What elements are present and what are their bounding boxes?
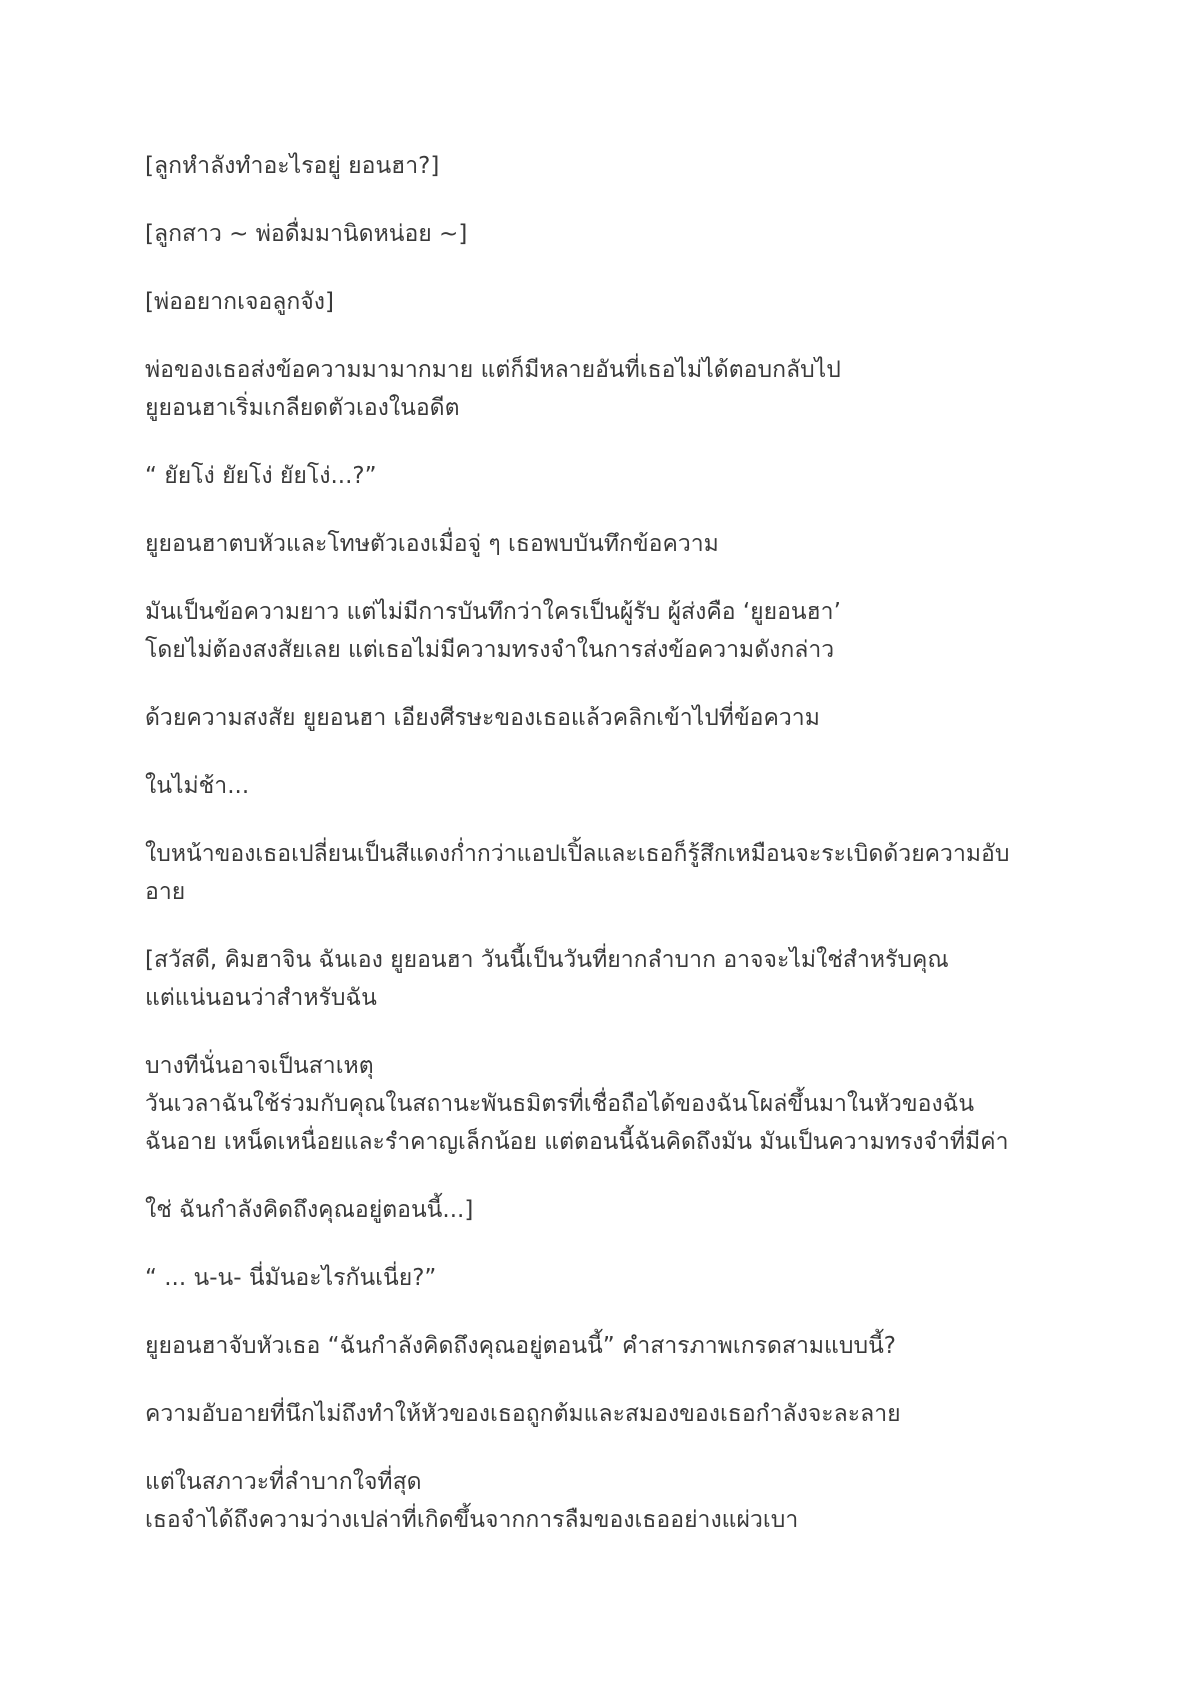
- paragraph-9: ในไม่ช้า...: [145, 773, 250, 799]
- paragraph-4: พ่อของเธอส่งข้อความมามากมาย แต่ก็มีหลายอันที่เธอไม่ได้ตอบกลับไป ยูยอนฮาเริ่มเกลียดตัวเองในอดีต: [145, 357, 841, 421]
- paragraph-10: ใบหน้าของเธอเปลี่ยนเป็นสีแดงก่ำกว่าแอปเปิ้ลและเธอก็รู้สึกเหมือนจะระเบิดด้วยความอับ อาย: [145, 841, 1010, 905]
- paragraph-13: ใช่ ฉันกำลังคิดถึงคุณอยู่ตอนนี้...]: [145, 1197, 474, 1223]
- paragraph-16: ความอับอายที่นึกไม่ถึงทำให้หัวของเธอถูกต้มและสมองของเธอกำลังจะละลาย: [145, 1401, 901, 1427]
- paragraph-12: บางทีนั่นอาจเป็นสาเหตุ วันเวลาฉันใช้ร่วมกับคุณในสถานะพันธมิตรที่เชื่อถือได้ของฉันโผล่ขึ้นมาในหัวของฉัน ฉันอาย เหน็ดเหนื่อยและรำคาญเล็กน้อย แต่ตอนนี้ฉันคิดถึงมัน มันเป็นความทรงจำที่มีค่า: [145, 1053, 1009, 1155]
- paragraph-6: ยูยอนฮาตบหัวและโทษตัวเองเมื่อจู่ ๆ เธอพบบันทึกข้อความ: [145, 531, 719, 557]
- paragraph-15: ยูยอนฮาจับหัวเธอ “ฉันกำลังคิดถึงคุณอยู่ตอนนี้” คำสารภาพเกรดสามแบบนี้?: [145, 1333, 896, 1359]
- paragraph-2: [ลูกสาว ~ พ่อดื่มมานิดหน่อย ~]: [145, 221, 468, 247]
- paragraph-1: [ลูกหำลังทำอะไรอยู่ ยอนฮา?]: [145, 153, 440, 179]
- paragraph-7: มันเป็นข้อความยาว แต่ไม่มีการบันทึกว่าใครเป็นผู้รับ ผู้ส่งคือ ‘ยูยอนฮา’ โดยไม่ต้องสงสัยเลย แต่เธอไม่มีความทรงจำในการส่งข้อความดังกล่าว: [145, 599, 841, 663]
- paragraph-17: แต่ในสภาวะที่ลำบากใจที่สุด เธอจำได้ถึงความว่างเปล่าที่เกิดขึ้นจากการลืมของเธออย่างแผ่วเบา: [145, 1469, 799, 1533]
- paragraph-14: “ ... น-น- นี่มันอะไรกันเนี่ย?”: [145, 1265, 437, 1291]
- paragraph-5: “ ยัยโง่ ยัยโง่ ยัยโง่...?”: [145, 463, 377, 489]
- paragraph-3: [พ่ออยากเจอลูกจัง]: [145, 289, 334, 315]
- paragraph-11: [สวัสดี, คิมฮาจิน ฉันเอง ยูยอนฮา วันนี้เป็นวันที่ยากลำบาก อาจจะไม่ใช่สำหรับคุณ แต่แน่นอนว่าสำหรับฉัน: [145, 947, 949, 1011]
- paragraph-8: ด้วยความสงสัย ยูยอนฮา เอียงศีรษะของเธอแล้วคลิกเข้าไปที่ข้อความ: [145, 705, 820, 731]
- document-page: [145, 147, 1105, 1569]
